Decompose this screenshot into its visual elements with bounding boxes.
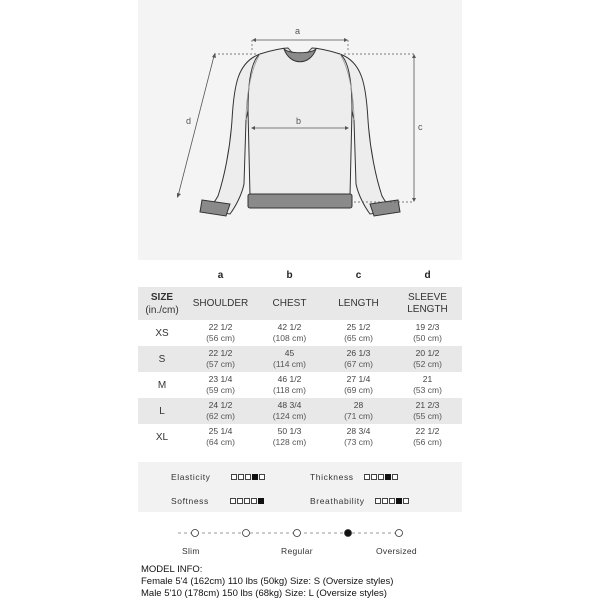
dimension-d-label: d	[186, 116, 192, 126]
rating-box-empty	[392, 474, 398, 480]
measurement-cell	[186, 372, 255, 398]
rating-box-empty	[251, 498, 257, 504]
cm-value: (52 cm)	[413, 359, 442, 369]
measurement-cell	[324, 398, 393, 424]
cm-value: (55 cm)	[413, 411, 442, 421]
rating-boxes	[231, 474, 265, 480]
rating-box-empty	[375, 498, 381, 504]
measurement-letter-row	[138, 263, 462, 287]
cm-value: (124 cm)	[272, 411, 307, 421]
measurement-cell	[186, 346, 255, 372]
rating-box-empty	[389, 498, 395, 504]
measurement-cell	[255, 346, 324, 372]
column-header-row	[138, 287, 462, 320]
letter-header-blank	[138, 263, 186, 287]
fit-marker	[243, 530, 250, 537]
model-info-title: MODEL INFO:	[141, 564, 203, 575]
inch-value: 28 3/4	[346, 426, 371, 436]
column-header-sleeve-length: SLEEVE LENGTH	[393, 287, 462, 320]
sweatshirt-sketch-icon	[138, 0, 462, 260]
cm-value: (108 cm)	[272, 333, 307, 343]
fit-marker	[294, 530, 301, 537]
cm-value: (71 cm)	[344, 411, 373, 421]
cm-value: (67 cm)	[344, 359, 373, 369]
column-header-length: LENGTH	[324, 287, 393, 320]
size-rows	[138, 320, 462, 450]
measurement-cell	[393, 320, 462, 346]
model-info-line: Male 5'10 (178cm) 150 lbs (68kg) Size: L (Oversize styles)	[141, 588, 387, 599]
fit-label-slim: Slim	[182, 546, 200, 556]
letter-header: c	[355, 269, 362, 281]
rating-box-empty	[378, 474, 384, 480]
inch-value: 19 2/3	[415, 322, 440, 332]
cm-value: (118 cm)	[273, 385, 306, 395]
size-label: L	[138, 398, 186, 424]
fit-label-oversized: Oversized	[376, 546, 417, 556]
measurement-cell	[393, 346, 462, 372]
size-column-header	[138, 287, 186, 320]
measurement-cell	[186, 424, 255, 450]
fabric-properties-panel	[138, 462, 462, 512]
rating-box-empty	[364, 474, 370, 480]
fit-marker-selected	[345, 530, 352, 537]
measurement-cell	[324, 372, 393, 398]
inch-value: 50 1/3	[277, 426, 302, 436]
inch-value: 24 1/2	[208, 400, 233, 410]
size-header-unit: (in./cm)	[145, 304, 179, 316]
inch-value: 22 1/2	[415, 426, 440, 436]
measurement-cell	[255, 424, 324, 450]
cm-value: (59 cm)	[206, 385, 235, 395]
inch-value: 25 1/2	[346, 322, 371, 332]
rating-box-empty	[231, 474, 237, 480]
inch-value: 25 1/4	[208, 426, 233, 436]
inch-value: 26 1/3	[346, 348, 371, 358]
rating-box-empty	[244, 498, 250, 504]
size-row-xs	[138, 320, 462, 346]
column-header-shoulder: SHOULDER	[186, 287, 255, 320]
inch-value: 22 1/2	[208, 348, 233, 358]
column-header-chest: CHEST	[255, 287, 324, 320]
size-row-s	[138, 346, 462, 372]
letter-header: d	[424, 269, 431, 281]
garment-diagram	[138, 0, 462, 260]
cm-value: (50 cm)	[413, 333, 442, 343]
letter-header: a	[217, 269, 224, 281]
dimension-a-label: a	[295, 26, 301, 36]
inch-value: 22 1/2	[208, 322, 233, 332]
property-softness	[171, 496, 264, 506]
model-info	[141, 564, 393, 600]
rating-boxes	[375, 498, 409, 504]
rating-box-filled	[258, 498, 264, 504]
fit-marker	[396, 530, 403, 537]
cm-value: (62 cm)	[206, 411, 235, 421]
inch-value: 28	[353, 400, 364, 410]
cm-value: (114 cm)	[273, 359, 306, 369]
rating-boxes	[230, 498, 264, 504]
rating-box-empty	[230, 498, 236, 504]
measurement-cell	[255, 398, 324, 424]
letter-header: b	[286, 269, 293, 281]
property-label: Softness	[171, 496, 209, 506]
model-info-line: Female 5'4 (162cm) 110 lbs (50kg) Size: S (Oversize styles)	[141, 576, 394, 587]
rating-box-filled	[385, 474, 391, 480]
dimension-b-label: b	[296, 116, 302, 126]
size-row-xl	[138, 424, 462, 450]
dimension-c-label: c	[418, 122, 423, 132]
cm-value: (69 cm)	[344, 385, 373, 395]
measurement-cell	[393, 424, 462, 450]
cm-value: (57 cm)	[206, 359, 235, 369]
rating-box-empty	[237, 498, 243, 504]
cm-value: (53 cm)	[413, 385, 442, 395]
cm-value: (73 cm)	[344, 437, 373, 447]
cm-value: (128 cm)	[272, 437, 307, 447]
measurement-cell	[186, 320, 255, 346]
rating-box-empty	[259, 474, 265, 480]
rating-box-empty	[245, 474, 251, 480]
rating-boxes	[364, 474, 398, 480]
cm-value: (65 cm)	[344, 333, 373, 343]
size-chart-table	[138, 263, 462, 450]
size-row-l	[138, 398, 462, 424]
size-label: XS	[138, 320, 186, 346]
measurement-cell	[186, 398, 255, 424]
cm-value: (56 cm)	[413, 437, 442, 447]
rating-box-empty	[403, 498, 409, 504]
property-breathability	[310, 496, 409, 506]
size-row-m	[138, 372, 462, 398]
measurement-cell	[255, 320, 324, 346]
property-label: Thickness	[310, 472, 354, 482]
fit-label-regular: Regular	[281, 546, 313, 556]
fit-marker	[192, 530, 199, 537]
measurement-cell	[255, 372, 324, 398]
property-elasticity	[171, 472, 265, 482]
size-label: XL	[138, 424, 186, 450]
rating-box-filled	[396, 498, 402, 504]
size-header-title: SIZE	[150, 291, 174, 303]
cm-value: (64 cm)	[206, 437, 235, 447]
inch-value: 42 1/2	[277, 322, 302, 332]
rating-box-filled	[252, 474, 258, 480]
inch-value: 48 3/4	[277, 400, 302, 410]
measurement-cell	[393, 372, 462, 398]
measurement-cell	[393, 398, 462, 424]
fit-scale	[138, 525, 462, 560]
inch-value: 45	[284, 348, 295, 358]
property-label: Breathability	[310, 496, 365, 506]
cm-value: (56 cm)	[206, 333, 235, 343]
measurement-cell	[324, 320, 393, 346]
inch-value: 20 1/2	[415, 348, 440, 358]
rating-box-empty	[238, 474, 244, 480]
property-label: Elasticity	[171, 472, 211, 482]
measurement-cell	[324, 346, 393, 372]
size-label: M	[138, 372, 186, 398]
rating-box-empty	[382, 498, 388, 504]
fit-scale-track	[138, 525, 462, 545]
property-thickness	[310, 472, 398, 482]
inch-value: 46 1/2	[277, 374, 302, 384]
inch-value: 21	[422, 374, 433, 384]
rating-box-empty	[371, 474, 377, 480]
inch-value: 27 1/4	[346, 374, 371, 384]
measurement-cell	[324, 424, 393, 450]
size-label: S	[138, 346, 186, 372]
inch-value: 21 2/3	[415, 400, 440, 410]
inch-value: 23 1/4	[208, 374, 233, 384]
